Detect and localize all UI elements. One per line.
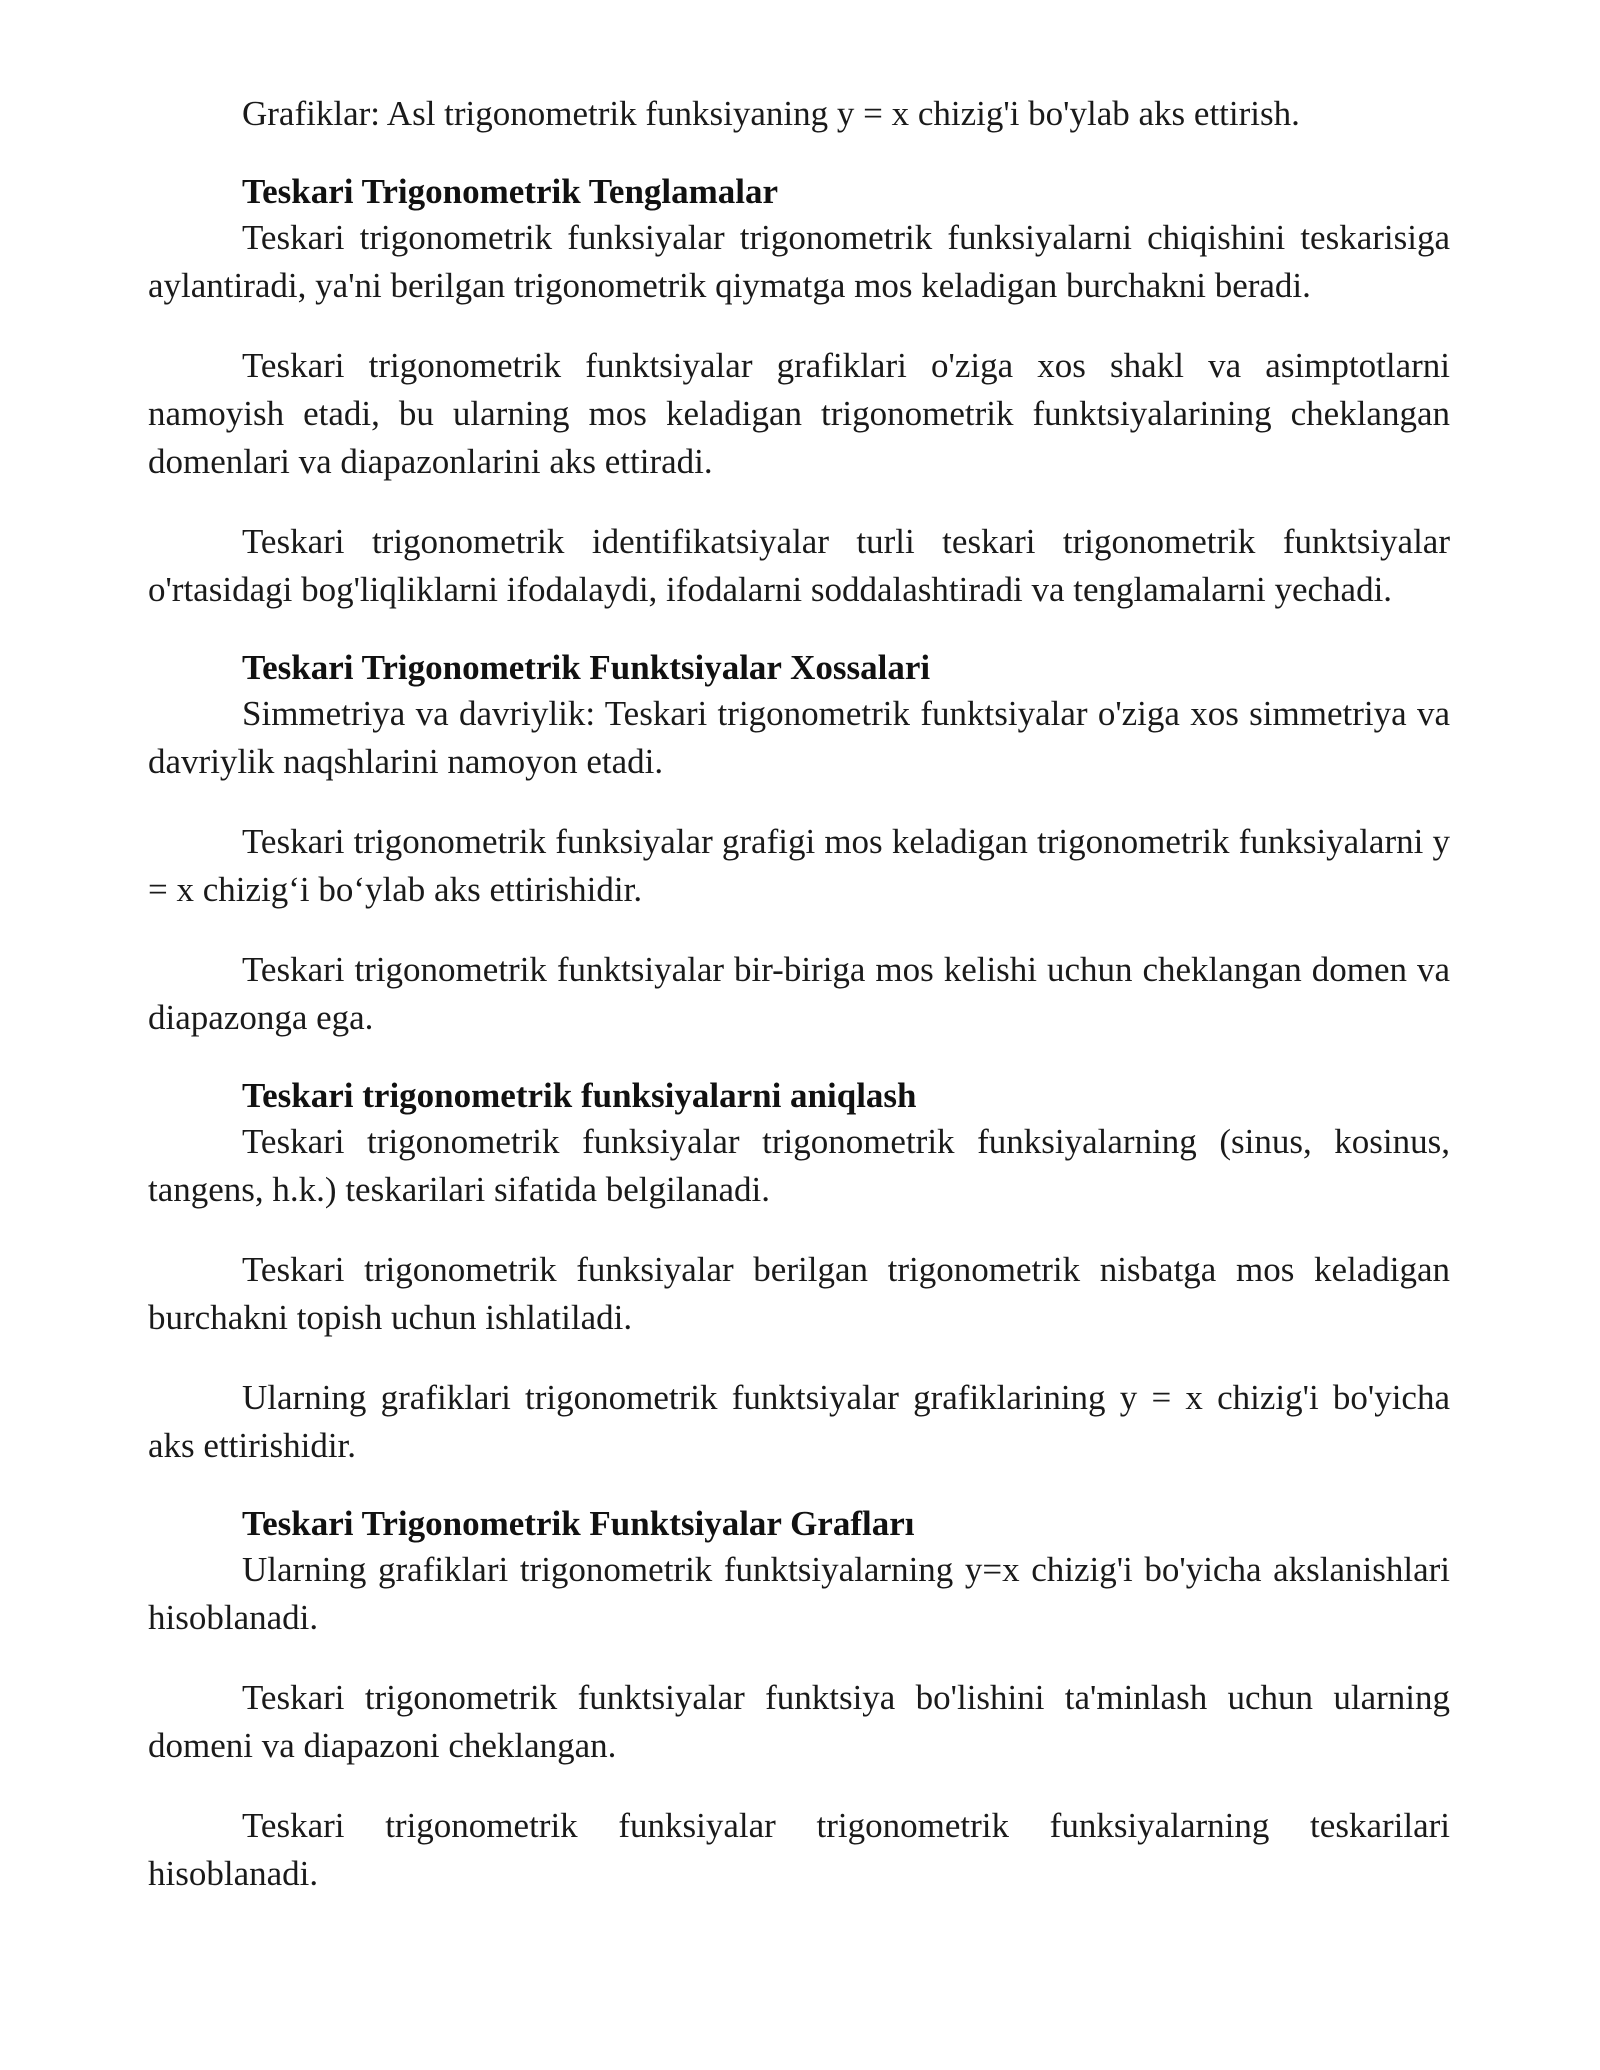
- body-paragraph: Teskari trigonometrik funksiyalar trigonometrik funksiyalarning teskarilari hisoblanadi.: [148, 1806, 1450, 1893]
- body-paragraph: Teskari trigonometrik identifikatsiyalar turli teskari trigonometrik funktsiyalar o'rtasidagi bog'liqliklarni ifodalaydi, ifodalarni soddalashtiradi va tenglamalarni yechadi.: [148, 522, 1450, 609]
- body-paragraph: Teskari trigonometrik funksiyalar grafigi mos keladigan trigonometrik funksiyalarni y = x chizig‘i bo‘ylab aks ettirishidir.: [148, 822, 1450, 909]
- body-paragraph: Teskari trigonometrik funksiyalar trigonometrik funksiyalarning (sinus, kosinus, tangens, h.k.) teskarilari sifatida belgilanadi.: [148, 1122, 1450, 1209]
- section-heading: Teskari Trigonometrik Funktsiyalar Grafları: [242, 1504, 915, 1543]
- body-paragraph: Simmetriya va davriylik: Teskari trigonometrik funktsiyalar o'ziga xos simmetriya va davriylik naqshlarini namoyon etadi.: [148, 694, 1450, 781]
- document-body: [148, 90, 1450, 1898]
- body-paragraph: Teskari trigonometrik funksiyalar trigonometrik funksiyalarni chiqishini teskarisiga aylantiradi, ya'ni berilgan trigonometrik qiymatga mos keladigan burchakni beradi.: [148, 218, 1450, 305]
- intro-paragraph: Grafiklar: Asl trigonometrik funksiyaning y = x chizig'i bo'ylab aks ettirish.: [242, 94, 1300, 133]
- body-paragraph: Teskari trigonometrik funktsiyalar grafiklari o'ziga xos shakl va asimptotlarni namoyish etadi, bu ularning mos keladigan trigonometrik funktsiyalarining cheklangan domenlari va diapazonlarini aks ettiradi.: [148, 346, 1450, 481]
- section-heading: Teskari Trigonometrik Tenglamalar: [242, 172, 779, 211]
- body-paragraph: Teskari trigonometrik funksiyalar berilgan trigonometrik nisbatga mos keladigan burchakni topish uchun ishlatiladi.: [148, 1250, 1450, 1337]
- section-heading: Teskari Trigonometrik Funktsiyalar Xossalari: [242, 648, 931, 687]
- body-paragraph: Ularning grafiklari trigonometrik funktsiyalar grafiklarining y = x chizig'i bo'yicha aks ettirishidir.: [148, 1378, 1450, 1465]
- section-heading: Teskari trigonometrik funksiyalarni aniqlash: [242, 1076, 917, 1115]
- body-paragraph: Teskari trigonometrik funktsiyalar funktsiya bo'lishini ta'minlash uchun ularning domeni va diapazoni cheklangan.: [148, 1678, 1450, 1765]
- body-paragraph: Ularning grafiklari trigonometrik funktsiyalarning y=x chizig'i bo'yicha akslanishlari hisoblanadi.: [148, 1550, 1450, 1637]
- body-paragraph: Teskari trigonometrik funktsiyalar bir-biriga mos kelishi uchun cheklangan domen va diapazonga ega.: [148, 950, 1450, 1037]
